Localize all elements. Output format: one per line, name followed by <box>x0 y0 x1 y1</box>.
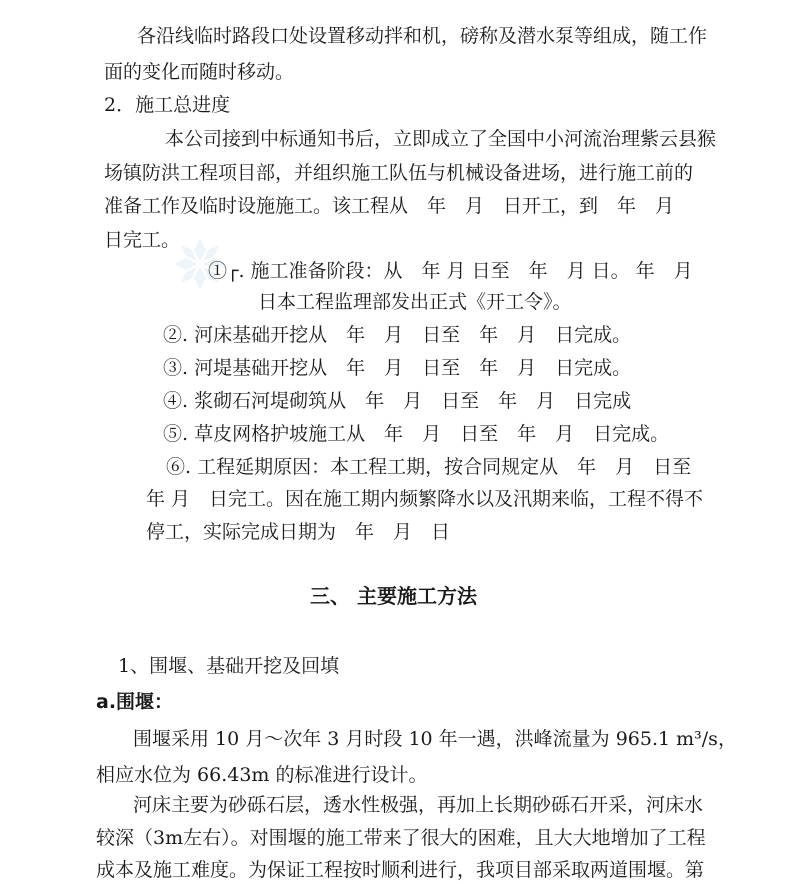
body-text-line: 日完工。 <box>104 229 181 251</box>
body-text-line: 成本及施工难度。为保证工程按时顺利进行，我项目部采取两道围堰。第 <box>96 859 705 881</box>
body-text-line: 相应水位为 66.43m 的标准进行设计。 <box>96 764 428 786</box>
list-item: ②. 河床基础开挖从 年 月 日至 年 月 日完成。 <box>163 324 632 346</box>
body-text-line: 较深（3m左右）。对围堰的施工带来了很大的困难，且大大地增加了工程 <box>96 827 706 849</box>
body-text-line: 各沿线临时路段口处设置移动拌和机，磅称及潜水泵等组成，随工作 <box>137 25 708 47</box>
list-item: ①┌. 施工准备阶段：从 年 月 日至 年 月 日。 年 月 <box>208 260 693 282</box>
list-item: ④. 浆砌石河堤砌筑从 年 月 日至 年 月 日完成 <box>163 390 632 412</box>
body-text-line: 准备工作及临时设施施工。该工程从 年 月 日开工，到 年 月 <box>104 195 675 217</box>
body-text-line: 围堰采用 10 月～次年 3 月时段 10 年一遇，洪峰流量为 965.1 m³/s， <box>133 728 737 750</box>
list-item: ⑤. 草皮网格护坡施工从 年 月 日至 年 月 日完成。 <box>163 423 670 445</box>
body-text-line: 面的变化而随时移动。 <box>104 61 295 83</box>
item-heading: a.围堰： <box>96 691 174 713</box>
list-item: ⑥. 工程延期原因：本工程工期，按合同规定从 年 月 日至 <box>166 456 692 478</box>
section-subheading: 2．施工总进度 <box>104 94 231 116</box>
body-text-line: 场镇防洪工程项目部，并组织施工队伍与机械设备进场，进行施工前的 <box>104 162 694 184</box>
body-text-line: 河床主要为砂砾石层，透水性极强，再加上长期砂砾石开采，河床水 <box>133 794 704 816</box>
list-item-continuation: 日本工程监理部发出正式《开工令》。 <box>258 291 572 313</box>
list-item-continuation: 停工，实际完成日期为 年 月 日 <box>146 521 451 543</box>
chapter-heading: 三、 主要施工方法 <box>310 584 477 608</box>
list-item: ③. 河堤基础开挖从 年 月 日至 年 月 日完成。 <box>163 357 632 379</box>
list-item-continuation: 年 月 日完工。因在施工期内频繁降水以及汛期来临，工程不得不 <box>146 488 704 510</box>
section-subheading: 1、围堰、基础开挖及回填 <box>118 655 340 677</box>
body-text-line: 本公司接到中标通知书后，立即成立了全国中小河流治理紫云县猴 <box>165 128 717 150</box>
